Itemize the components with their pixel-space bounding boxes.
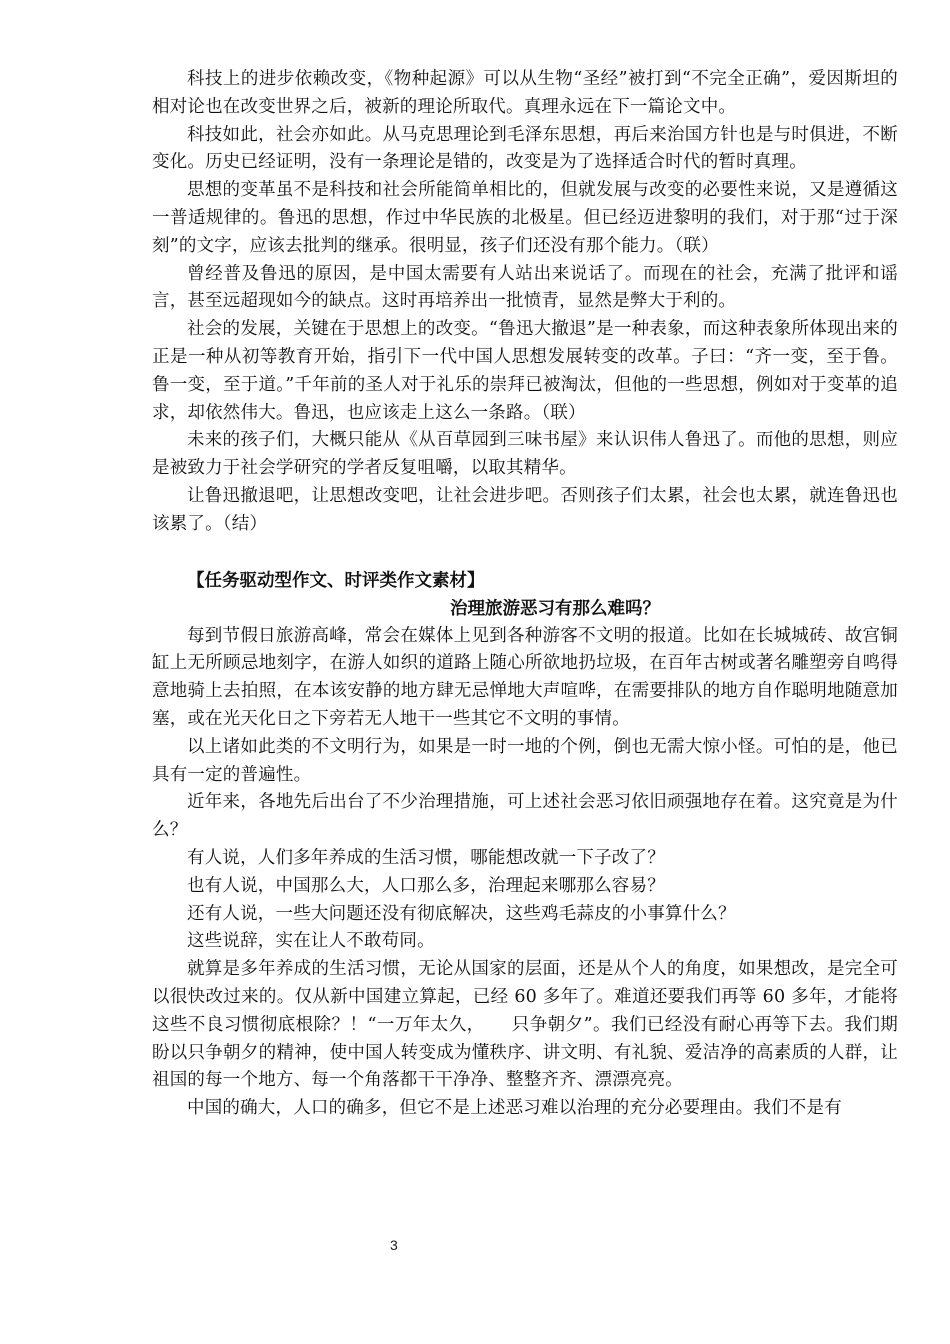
article-body	[152, 623, 898, 1123]
paragraph: 思想的变革虽不是科技和社会所能简单相比的，但就发展与改变的必要性来说，又是遵循这一普适规律的。鲁迅的思想，作过中华民族的北极星。但已经迈进黎明的我们，对于那“过于深刻”的文字，应该去批判的继承。很明显，孩子们还没有那个能力。（联）	[152, 180, 898, 256]
paragraph: 还有人说，一些大问题还没有彻底解决，这些鸡毛蒜皮的小事算什么？	[187, 903, 736, 924]
paragraph: 中国的确大，人口的确多，但它不是上述恶习难以治理的充分必要理由。我们不是有	[187, 1098, 842, 1119]
paragraph: 也有人说，中国那么大，人口那么多，治理起来哪那么容易？	[187, 875, 665, 896]
paragraph: 有人说，人们多年养成的生活习惯，哪能想改就一下子改了？	[187, 847, 665, 868]
paragraph: 未来的孩子们，大概只能从《从百草园到三味书屋》来认识伟人鲁迅了。而他的思想，则应是被致力于社会学研究的学者反复咀嚼，以取其精华。	[152, 430, 898, 479]
paragraph: 以上诸如此类的不文明行为，如果是一时一地的个例，倒也无需大惊小怪。可怕的是，他已具有一定的普遍性。	[152, 736, 898, 785]
paragraph: 社会的发展，关键在于思想上的改变。“鲁迅大撤退”是一种表象，而这种表象所体现出来的正是一种从初等教育开始，指引下一代中国人思想发展转变的改革。子曰：“齐一变，至于鲁。鲁一变，至于道。”千年前的圣人对于礼乐的崇拜已被淘汰，但他的一些思想，例如对于变革的追求，却依然伟大。鲁迅，也应该走上这么一条路。（联）	[152, 319, 898, 423]
paragraph: 这些说辞，实在让人不敢苟同。	[187, 931, 435, 952]
section-spacer	[152, 539, 898, 567]
essay-continuation	[152, 66, 898, 539]
paragraph: 让鲁迅撤退吧，让思想改变吧，让社会进步吧。否则孩子们太累，社会也太累，就连鲁迅也该累了。（结）	[152, 485, 898, 534]
paragraph: 科技如此，社会亦如此。从马克思理论到毛泽东思想，再后来治国方针也是与时俱进，不断变化。历史已经证明，没有一条理论是错的，改变是为了选择适合时代的暂时真理。	[152, 124, 898, 173]
article-title: 治理旅游恶习有那么难吗？	[450, 598, 660, 619]
paragraph: 科技上的进步依赖改变，《物种起源》可以从生物“圣经”被打到“不完全正确”，爱因斯坦的相对论也在改变世界之后，被新的理论所取代。真理永远在下一篇论文中。	[152, 69, 898, 117]
paragraph: 曾经普及鲁迅的原因，是中国太需要有人站出来说话了。而现在的社会，充满了批评和谣言，甚至远超现如今的缺点。这时再培养出一批愤青，显然是弊大于利的。	[152, 263, 898, 312]
paragraph: 近年来，各地先后出台了不少治理措施，可上述社会恶习依旧顽强地存在着。这究竟是为什么？	[152, 792, 898, 841]
section-label: 【任务驱动型作文、时评类作文素材】	[187, 570, 485, 591]
page-number: 3	[390, 1237, 398, 1253]
document-body	[152, 66, 898, 1123]
paragraph: 就算是多年养成的生活习惯，无论从国家的层面，还是从个人的角度，如果想改，是完全可以很快改过来的。仅从新中国建立算起，已经 60 多年了。难道还要我们再等 60 多年，才能将这些不良习惯彻底根除？！“一万年太久， 只争朝夕”。我们已经没有耐心再等下去。我们期盼以只争朝夕的精神，使中国人转变成为懂秩序、讲文明、有礼貌、爱洁净的高素质的人群，让祖国的每一个地方、每一个角落都干干净净、整整齐齐、漂漂亮亮。	[152, 959, 898, 1091]
paragraph: 每到节假日旅游高峰，常会在媒体上见到各种游客不文明的报道。比如在长城城砖、故宫铜缸上无所顾忌地刻字，在游人如织的道路上随心所欲地扔垃圾，在百年古树或著名雕塑旁自鸣得意地骑上去拍照，在本该安静的地方肆无忌惮地大声喧哗，在需要排队的地方自作聪明地随意加塞，或在光天化日之下旁若无人地干一些其它不文明的事情。	[152, 625, 898, 729]
